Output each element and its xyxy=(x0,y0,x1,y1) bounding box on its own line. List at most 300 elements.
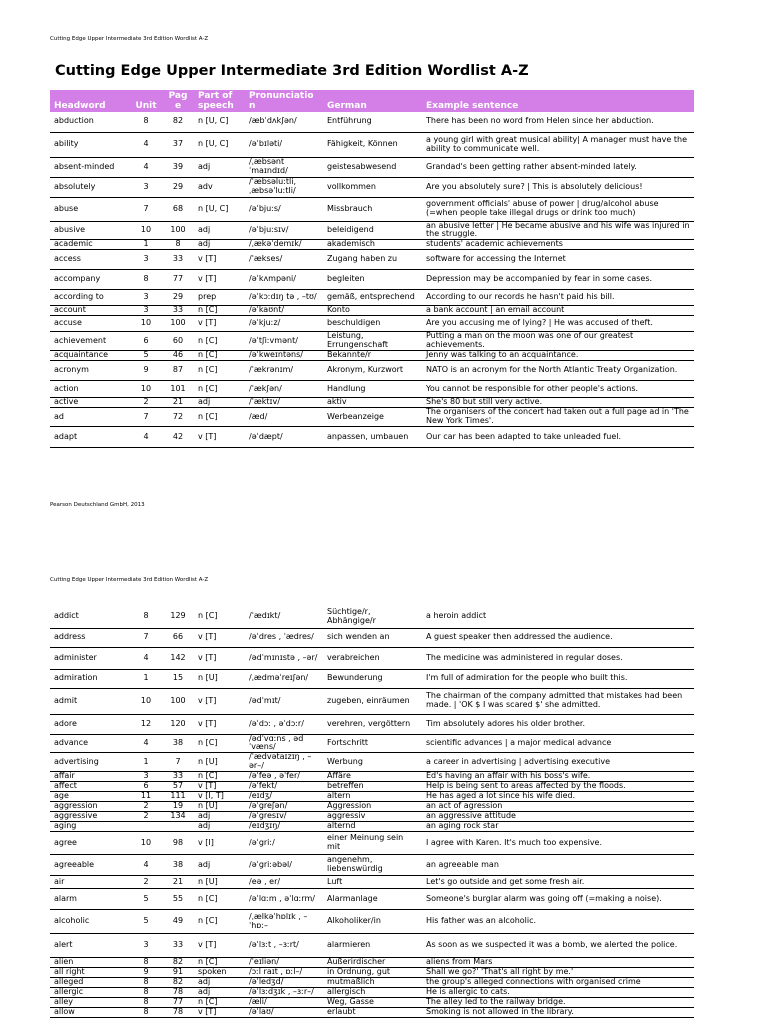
cell-part-of-speech: n [U] xyxy=(194,669,245,688)
cell-pronunciation: /əˈlɜːt , –ɜːrt/ xyxy=(245,934,323,958)
cell-example: an aggressive attitude xyxy=(422,812,694,822)
cell-german: betreffen xyxy=(323,782,422,792)
table-row xyxy=(50,876,694,889)
cell-part-of-speech: n [U, C] xyxy=(194,132,245,157)
cell-page: 39 xyxy=(162,157,194,177)
cell-pronunciation: /ˈæktɪv/ xyxy=(245,398,323,408)
col-german: German xyxy=(323,90,422,112)
cell-pronunciation: /ədˈmɪt/ xyxy=(245,688,323,714)
cell-headword: all right xyxy=(50,968,130,978)
wordlist-table-page1 xyxy=(50,90,694,448)
cell-unit: 8 xyxy=(130,606,162,628)
cell-unit: 2 xyxy=(130,802,162,812)
table-row xyxy=(50,688,694,714)
cell-unit: 1 xyxy=(130,240,162,250)
cell-example: a heroin addict xyxy=(422,606,694,628)
table-row xyxy=(50,782,694,792)
cell-pronunciation: /ədˈvɑːns , ədˈvæns/ xyxy=(245,734,323,753)
cell-part-of-speech: v [T] xyxy=(194,782,245,792)
cell-unit: 2 xyxy=(130,812,162,822)
cell-german: Werbung xyxy=(323,753,422,772)
cell-page: 33 xyxy=(162,934,194,958)
table-row xyxy=(50,177,694,197)
table-row xyxy=(50,157,694,177)
cell-part-of-speech: v [T] xyxy=(194,1008,245,1018)
cell-example: He is allergic to cats. xyxy=(422,988,694,998)
cell-page: 57 xyxy=(162,782,194,792)
cell-german: anpassen, umbauen xyxy=(323,427,422,448)
cell-unit: 10 xyxy=(130,316,162,332)
cell-headword: aging xyxy=(50,822,130,832)
cell-german: mutmaßlich xyxy=(323,978,422,988)
cell-german: alternd xyxy=(323,822,422,832)
cell-pronunciation: /əˈgriː/ xyxy=(245,832,323,855)
cell-pronunciation: /əˈkʌmpəni/ xyxy=(245,270,323,290)
cell-page: 78 xyxy=(162,1008,194,1018)
cell-page: 8 xyxy=(162,240,194,250)
cell-page: 98 xyxy=(162,832,194,855)
cell-part-of-speech: n [U] xyxy=(194,753,245,772)
cell-example: As soon as we suspected it was a bomb, we alerted the police. xyxy=(422,934,694,958)
cell-page: 38 xyxy=(162,855,194,876)
cell-example: Someone's burglar alarm was going off (=making a noise). xyxy=(422,889,694,910)
table-row xyxy=(50,270,694,290)
table-row xyxy=(50,1008,694,1018)
cell-example: She's 80 but still very active. xyxy=(422,398,694,408)
cell-example: Are you accusing me of lying? | He was accused of theft. xyxy=(422,316,694,332)
cell-part-of-speech: v [T] xyxy=(194,316,245,332)
cell-part-of-speech: adj xyxy=(194,988,245,998)
cell-example: There has been no word from Helen since her abduction. xyxy=(422,112,694,132)
cell-unit: 7 xyxy=(130,197,162,221)
cell-headword: administer xyxy=(50,647,130,669)
cell-part-of-speech: adj xyxy=(194,398,245,408)
cell-pronunciation: /əˈkaʊnt/ xyxy=(245,306,323,316)
cell-headword: adapt xyxy=(50,427,130,448)
cell-german: Weg, Gasse xyxy=(323,998,422,1008)
cell-page: 82 xyxy=(162,978,194,988)
cell-german: Werbeanzeige xyxy=(323,408,422,427)
cell-part-of-speech: v [I] xyxy=(194,832,245,855)
table-row xyxy=(50,958,694,968)
cell-headword: alien xyxy=(50,958,130,968)
cell-unit: 10 xyxy=(130,688,162,714)
cell-german: Handlung xyxy=(323,381,422,398)
cell-german: verehren, vergöttern xyxy=(323,714,422,734)
cell-headword: alcoholic xyxy=(50,910,130,934)
cell-page xyxy=(162,822,194,832)
cell-part-of-speech: adj xyxy=(194,822,245,832)
cell-pronunciation: /əˈkweɪntəns/ xyxy=(245,351,323,361)
cell-example: Help is being sent to areas affected by the floods. xyxy=(422,782,694,792)
cell-headword: address xyxy=(50,628,130,647)
cell-part-of-speech: n [U] xyxy=(194,876,245,889)
cell-unit: 10 xyxy=(130,381,162,398)
cell-pronunciation: /æd/ xyxy=(245,408,323,427)
cell-example: Ed's having an affair with his boss's wife. xyxy=(422,772,694,782)
cell-part-of-speech: adj xyxy=(194,978,245,988)
cell-german: Konto xyxy=(323,306,422,316)
wordlist-table-page2 xyxy=(50,606,694,1018)
table-row xyxy=(50,628,694,647)
cell-example: The alley led to the railway bridge. xyxy=(422,998,694,1008)
cell-headword: aggressive xyxy=(50,812,130,822)
cell-unit: 6 xyxy=(130,332,162,351)
cell-example: an aging rock star xyxy=(422,822,694,832)
cell-unit: 4 xyxy=(130,855,162,876)
cell-headword: action xyxy=(50,381,130,398)
cell-german: einer Meinung sein mit xyxy=(323,832,422,855)
cell-german: zugeben, einräumen xyxy=(323,688,422,714)
cell-german: Alarmanlage xyxy=(323,889,422,910)
col-pronunciation: Pronunciation xyxy=(245,90,323,112)
cell-example: A guest speaker then addressed the audience. xyxy=(422,628,694,647)
cell-part-of-speech: spoken xyxy=(194,968,245,978)
cell-part-of-speech: n [U, C] xyxy=(194,197,245,221)
cell-headword: achievement xyxy=(50,332,130,351)
cell-unit: 1 xyxy=(130,669,162,688)
cell-page: 91 xyxy=(162,968,194,978)
cell-headword: abusive xyxy=(50,221,130,240)
cell-unit: 3 xyxy=(130,772,162,782)
cell-german: allergisch xyxy=(323,988,422,998)
cell-example: He has aged a lot since his wife died. xyxy=(422,792,694,802)
cell-unit: 2 xyxy=(130,398,162,408)
table-row xyxy=(50,398,694,408)
cell-german: Fortschritt xyxy=(323,734,422,753)
cell-part-of-speech: n [C] xyxy=(194,306,245,316)
cell-example: Are you absolutely sure? | This is absolutely delicious! xyxy=(422,177,694,197)
cell-pronunciation: /əˈdɔː , əˈdɔːr/ xyxy=(245,714,323,734)
table-row xyxy=(50,427,694,448)
cell-example: the group's alleged connections with organised crime xyxy=(422,978,694,988)
cell-page: 38 xyxy=(162,734,194,753)
cell-headword: allow xyxy=(50,1008,130,1018)
cell-example: You cannot be responsible for other people's actions. xyxy=(422,381,694,398)
cell-pronunciation: /əˈbjuːs/ xyxy=(245,197,323,221)
cell-headword: abduction xyxy=(50,112,130,132)
table-row xyxy=(50,772,694,782)
cell-part-of-speech: adv xyxy=(194,177,245,197)
table-row xyxy=(50,832,694,855)
table-row xyxy=(50,669,694,688)
table-row xyxy=(50,978,694,988)
cell-headword: acronym xyxy=(50,361,130,381)
cell-page: 120 xyxy=(162,714,194,734)
cell-example: The medicine was administered in regular doses. xyxy=(422,647,694,669)
table-row xyxy=(50,734,694,753)
cell-headword: admiration xyxy=(50,669,130,688)
cell-example: aliens from Mars xyxy=(422,958,694,968)
table-row xyxy=(50,792,694,802)
cell-german: vollkommen xyxy=(323,177,422,197)
cell-unit: 1 xyxy=(130,753,162,772)
cell-page: 21 xyxy=(162,876,194,889)
table-row xyxy=(50,910,694,934)
cell-headword: absent-minded xyxy=(50,157,130,177)
cell-pronunciation: /əˈlaʊ/ xyxy=(245,1008,323,1018)
cell-headword: accompany xyxy=(50,270,130,290)
cell-german: gemäß, entsprechend xyxy=(323,290,422,306)
cell-unit: 8 xyxy=(130,112,162,132)
cell-headword: acquaintance xyxy=(50,351,130,361)
cell-headword: alleged xyxy=(50,978,130,988)
cell-headword: abuse xyxy=(50,197,130,221)
document-title: Cutting Edge Upper Intermediate 3rd Edition Wordlist A-Z xyxy=(55,63,529,79)
col-page: Page xyxy=(162,90,194,112)
cell-page: 134 xyxy=(162,812,194,822)
cell-headword: academic xyxy=(50,240,130,250)
table-row xyxy=(50,998,694,1008)
cell-headword: alert xyxy=(50,934,130,958)
table-row xyxy=(50,351,694,361)
cell-pronunciation: /əˈfeə , əˈfer/ xyxy=(245,772,323,782)
cell-pronunciation: /ədˈmɪnɪstə , –ər/ xyxy=(245,647,323,669)
cell-example: Smoking is not allowed in the library. xyxy=(422,1008,694,1018)
cell-german: Missbrauch xyxy=(323,197,422,221)
cell-headword: ability xyxy=(50,132,130,157)
cell-unit: 9 xyxy=(130,361,162,381)
cell-page: 77 xyxy=(162,998,194,1008)
cell-unit: 8 xyxy=(130,998,162,1008)
cell-headword: access xyxy=(50,250,130,270)
cell-example: The chairman of the company admitted that mistakes had been made. | 'OK $ I was scared $' she admitted. xyxy=(422,688,694,714)
cell-pronunciation: /æli/ xyxy=(245,998,323,1008)
cell-example: Tim absolutely adores his older brother. xyxy=(422,714,694,734)
cell-pronunciation: /ˌædməˈreɪʃən/ xyxy=(245,669,323,688)
cell-part-of-speech: n [C] xyxy=(194,889,245,910)
cell-german: Alkoholiker/in xyxy=(323,910,422,934)
cell-page: 101 xyxy=(162,381,194,398)
cell-page: 87 xyxy=(162,361,194,381)
col-unit: Unit xyxy=(130,90,162,112)
cell-unit: 10 xyxy=(130,832,162,855)
cell-german: Aggression xyxy=(323,802,422,812)
table-row xyxy=(50,132,694,157)
cell-example: an abusive letter | He became abusive and his wife was injured in the struggle. xyxy=(422,221,694,240)
cell-part-of-speech: v [T] xyxy=(194,628,245,647)
cell-pronunciation: /æbˈdʌkʃən/ xyxy=(245,112,323,132)
cell-headword: adore xyxy=(50,714,130,734)
col-example-sentence: Example sentence xyxy=(422,90,694,112)
cell-example: government officials' abuse of power | drug/alcohol abuse (=when people take illegal drugs or drink too much) xyxy=(422,197,694,221)
table-row xyxy=(50,855,694,876)
cell-page: 55 xyxy=(162,889,194,910)
cell-page: 33 xyxy=(162,772,194,782)
cell-page: 68 xyxy=(162,197,194,221)
cell-german: aggressiv xyxy=(323,812,422,822)
running-header: Cutting Edge Upper Intermediate 3rd Edition Wordlist A-Z xyxy=(50,36,209,42)
cell-page: 42 xyxy=(162,427,194,448)
cell-unit: 4 xyxy=(130,647,162,669)
cell-headword: agreeable xyxy=(50,855,130,876)
table-row xyxy=(50,112,694,132)
table-row xyxy=(50,306,694,316)
table-row xyxy=(50,968,694,978)
cell-page: 29 xyxy=(162,177,194,197)
cell-pronunciation: /ˈækrənɪm/ xyxy=(245,361,323,381)
cell-unit: 8 xyxy=(130,958,162,968)
cell-unit: 3 xyxy=(130,934,162,958)
cell-german: sich wenden an xyxy=(323,628,422,647)
cell-page: 129 xyxy=(162,606,194,628)
cell-unit: 9 xyxy=(130,968,162,978)
cell-part-of-speech: n [U, C] xyxy=(194,112,245,132)
cell-part-of-speech: n [C] xyxy=(194,351,245,361)
cell-part-of-speech: v [T] xyxy=(194,427,245,448)
cell-headword: account xyxy=(50,306,130,316)
table-row xyxy=(50,332,694,351)
cell-page: 111 xyxy=(162,792,194,802)
cell-example: I agree with Karen. It's much too expensive. xyxy=(422,832,694,855)
cell-pronunciation: /əˈfekt/ xyxy=(245,782,323,792)
cell-example: an act of agression xyxy=(422,802,694,812)
cell-pronunciation: /əˈlɜːdʒɪk , –ɜːr–/ xyxy=(245,988,323,998)
cell-pronunciation: /əˈdres , ˈædres/ xyxy=(245,628,323,647)
cell-pronunciation: /əˈgreʃən/ xyxy=(245,802,323,812)
cell-pronunciation: /əˈlɑːm , əˈlɑːrm/ xyxy=(245,889,323,910)
cell-part-of-speech: v [T] xyxy=(194,647,245,669)
cell-german: Zugang haben zu xyxy=(323,250,422,270)
cell-part-of-speech: n [C] xyxy=(194,408,245,427)
cell-page: 78 xyxy=(162,988,194,998)
cell-headword: accuse xyxy=(50,316,130,332)
cell-headword: aggression xyxy=(50,802,130,812)
cell-page: 33 xyxy=(162,250,194,270)
cell-german: Bekannte/r xyxy=(323,351,422,361)
table-row xyxy=(50,381,694,398)
cell-example: The organisers of the concert had taken out a full page ad in 'The New York Times'. xyxy=(422,408,694,427)
cell-example: software for accessing the Internet xyxy=(422,250,694,270)
cell-pronunciation: /ˈækses/ xyxy=(245,250,323,270)
cell-german: Süchtige/r, Abhängige/r xyxy=(323,606,422,628)
table-row xyxy=(50,802,694,812)
cell-part-of-speech: adj xyxy=(194,221,245,240)
cell-unit: 4 xyxy=(130,157,162,177)
cell-part-of-speech: prep xyxy=(194,290,245,306)
table-row xyxy=(50,197,694,221)
cell-unit: 3 xyxy=(130,250,162,270)
cell-pronunciation: /əˈdæpt/ xyxy=(245,427,323,448)
cell-german: erlaubt xyxy=(323,1008,422,1018)
table-row xyxy=(50,647,694,669)
cell-pronunciation: /əˈkjuːz/ xyxy=(245,316,323,332)
cell-pronunciation: /ˈæbsəluːtli, ˌæbsəˈluːtli/ xyxy=(245,177,323,197)
cell-unit: 3 xyxy=(130,306,162,316)
cell-german: geistesabwesend xyxy=(323,157,422,177)
cell-unit: 3 xyxy=(130,177,162,197)
cell-pronunciation: /ˌæbsənt ˈmaɪndɪd/ xyxy=(245,157,323,177)
cell-german: begleiten xyxy=(323,270,422,290)
cell-headword: air xyxy=(50,876,130,889)
cell-part-of-speech: n [C] xyxy=(194,958,245,968)
cell-german: Luft xyxy=(323,876,422,889)
cell-pronunciation: /ˈækʃən/ xyxy=(245,381,323,398)
cell-unit: 5 xyxy=(130,889,162,910)
cell-page: 66 xyxy=(162,628,194,647)
cell-german: altern xyxy=(323,792,422,802)
table-row xyxy=(50,250,694,270)
cell-part-of-speech: adj xyxy=(194,240,245,250)
cell-headword: allergic xyxy=(50,988,130,998)
cell-part-of-speech: v [T] xyxy=(194,934,245,958)
cell-headword: advertising xyxy=(50,753,130,772)
cell-german: Außerirdischer xyxy=(323,958,422,968)
cell-part-of-speech: adj xyxy=(194,855,245,876)
cell-headword: admit xyxy=(50,688,130,714)
table-row xyxy=(50,822,694,832)
cell-example: a bank account | an email account xyxy=(422,306,694,316)
cell-page: 77 xyxy=(162,270,194,290)
cell-pronunciation: /əˈgresɪv/ xyxy=(245,812,323,822)
cell-example: Let's go outside and get some fresh air. xyxy=(422,876,694,889)
cell-german: beschuldigen xyxy=(323,316,422,332)
cell-page: 29 xyxy=(162,290,194,306)
cell-pronunciation: /ˈeɪliən/ xyxy=(245,958,323,968)
cell-part-of-speech: n [C] xyxy=(194,332,245,351)
cell-pronunciation: /eə , er/ xyxy=(245,876,323,889)
cell-unit: 5 xyxy=(130,910,162,934)
cell-example: scientific advances | a major medical advance xyxy=(422,734,694,753)
cell-unit: 8 xyxy=(130,988,162,998)
cell-unit: 7 xyxy=(130,408,162,427)
cell-part-of-speech: n [C] xyxy=(194,998,245,1008)
cell-example: Our car has been adapted to take unleaded fuel. xyxy=(422,427,694,448)
cell-part-of-speech: v [I, T] xyxy=(194,792,245,802)
table-row xyxy=(50,714,694,734)
cell-part-of-speech: n [C] xyxy=(194,772,245,782)
cell-unit: 3 xyxy=(130,290,162,306)
cell-page: 100 xyxy=(162,688,194,714)
cell-headword: according to xyxy=(50,290,130,306)
cell-example: Shall we go?' 'That's all right by me.' xyxy=(422,968,694,978)
cell-part-of-speech: v [T] xyxy=(194,250,245,270)
cell-german: angenehm, liebenswürdig xyxy=(323,855,422,876)
col-headword: Headword xyxy=(50,90,130,112)
table-row xyxy=(50,408,694,427)
cell-part-of-speech: n [C] xyxy=(194,606,245,628)
table-row xyxy=(50,240,694,250)
cell-german: beleidigend xyxy=(323,221,422,240)
cell-unit: 8 xyxy=(130,1008,162,1018)
cell-example: His father was an alcoholic. xyxy=(422,910,694,934)
cell-part-of-speech: n [C] xyxy=(194,910,245,934)
cell-headword: affect xyxy=(50,782,130,792)
cell-german: verabreichen xyxy=(323,647,422,669)
table-row xyxy=(50,934,694,958)
cell-page: 46 xyxy=(162,351,194,361)
table-row xyxy=(50,812,694,822)
cell-example: According to our records he hasn't paid his bill. xyxy=(422,290,694,306)
cell-example: an agreeable man xyxy=(422,855,694,876)
cell-unit: 5 xyxy=(130,351,162,361)
cell-example: Putting a man on the moon was one of our greatest achievements. xyxy=(422,332,694,351)
cell-page: 82 xyxy=(162,958,194,968)
cell-example: Jenny was talking to an acquaintance. xyxy=(422,351,694,361)
table-row xyxy=(50,988,694,998)
cell-example: Depression may be accompanied by fear in some cases. xyxy=(422,270,694,290)
table-row xyxy=(50,753,694,772)
cell-headword: affair xyxy=(50,772,130,782)
cell-page: 100 xyxy=(162,221,194,240)
cell-headword: advance xyxy=(50,734,130,753)
cell-headword: age xyxy=(50,792,130,802)
cell-unit: 11 xyxy=(130,792,162,802)
cell-german: alarmieren xyxy=(323,934,422,958)
cell-example: a career in advertising | advertising executive xyxy=(422,753,694,772)
cell-page: 60 xyxy=(162,332,194,351)
table-row xyxy=(50,606,694,628)
